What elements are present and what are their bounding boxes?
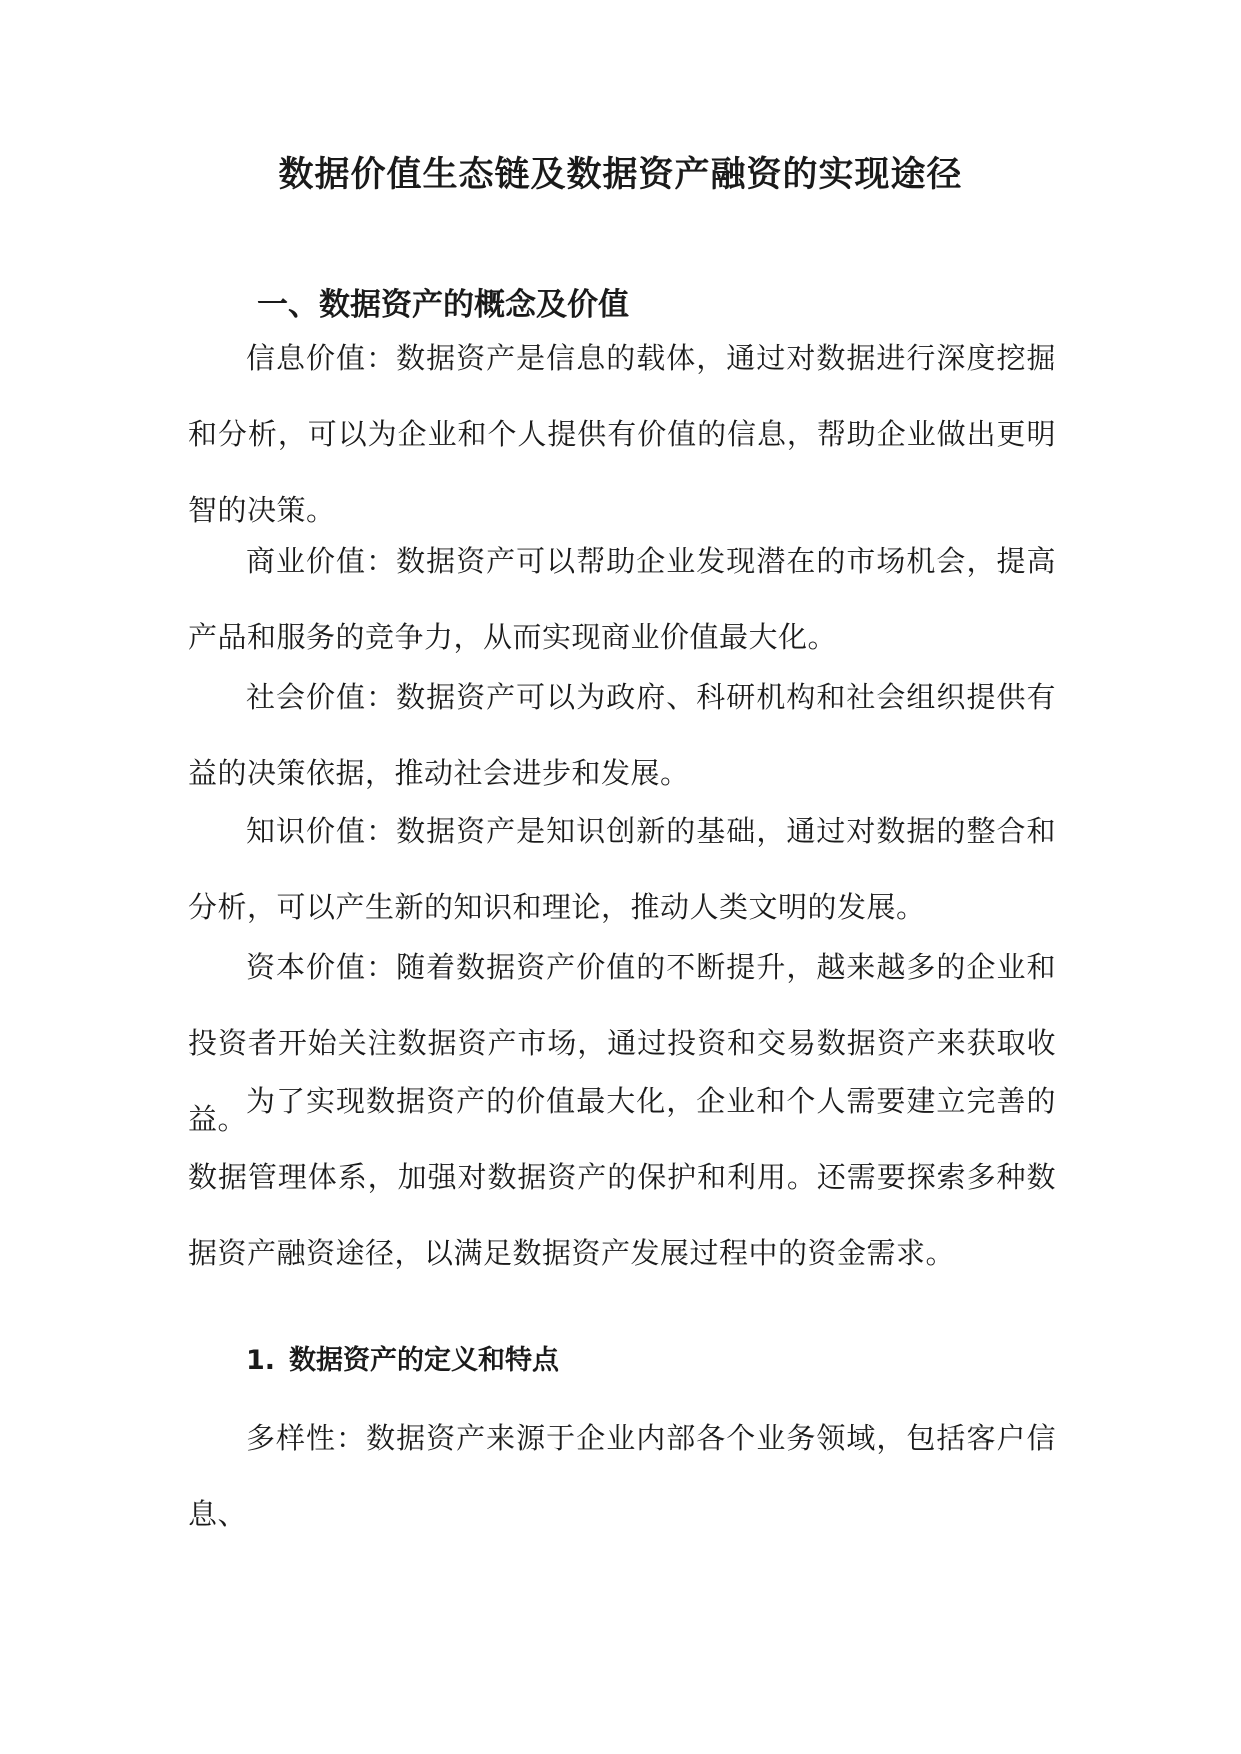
paragraph-diversity: 多样性：数据资产来源于企业内部各个业务领域，包括客户信息、 bbox=[188, 1421, 1056, 1531]
subsection-title: 数据资产的定义和特点 bbox=[289, 1345, 560, 1376]
document-title: 数据价值生态链及数据资产融资的实现途径 bbox=[278, 155, 963, 195]
paragraph-business-value: 商业价值：数据资产可以帮助企业发现潜在的市场机会，提高产品和服务的竞争力，从而实现商业价值最大化。 bbox=[188, 544, 1056, 654]
paragraph-social-value: 社会价值：数据资产可以为政府、科研机构和社会组织提供有益的决策依据，推动社会进步和发展。 bbox=[188, 680, 1056, 790]
paragraph-capital-value: 资本价值：随着数据资产价值的不断提升，越来越多的企业和投资者开始关注数据资产市场，通过投资和交易数据资产来获取收益。 bbox=[188, 950, 1056, 1136]
paragraph-information-value: 信息价值：数据资产是信息的载体，通过对数据进行深度挖掘和分析，可以为企业和个人提供有价值的信息，帮助企业做出更明智的决策。 bbox=[188, 341, 1056, 527]
subsection-number: 1. bbox=[246, 1345, 276, 1376]
subsection-heading bbox=[246, 1336, 559, 1386]
paragraph-knowledge-value: 知识价值：数据资产是知识创新的基础，通过对数据的整合和分析，可以产生新的知识和理论，推动人类文明的发展。 bbox=[188, 814, 1056, 924]
paragraph-summary: 为了实现数据资产的价值最大化，企业和个人需要建立完善的数据管理体系，加强对数据资产的保护和利用。还需要探索多种数据资产融资途径，以满足数据资产发展过程中的资金需求。 bbox=[188, 1084, 1056, 1270]
section-heading: 一、数据资产的概念及价值 bbox=[257, 287, 629, 323]
